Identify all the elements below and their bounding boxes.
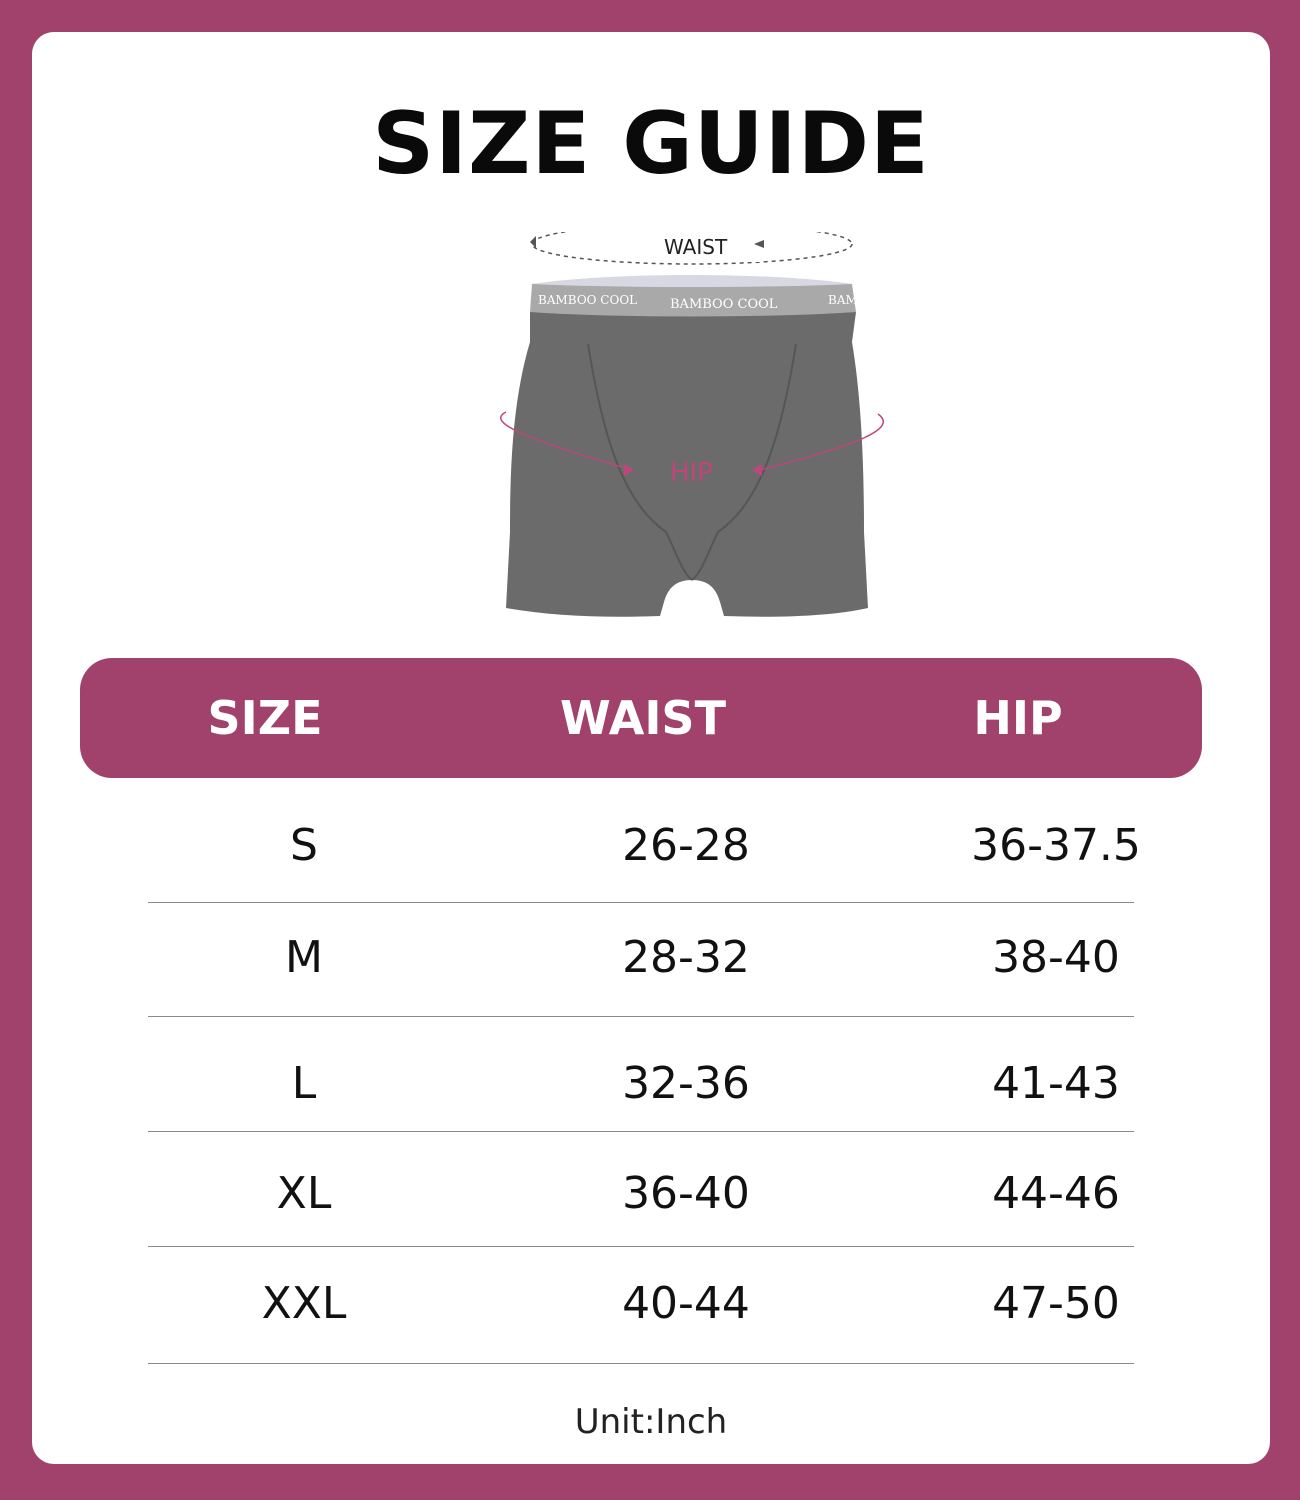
unit-note: Unit:Inch [574,1402,728,1442]
hip-cell: 47-50 [992,1278,1120,1329]
size-cell: XL [276,1168,332,1219]
waist-cell: 36-40 [622,1168,750,1219]
size-cell: XXL [261,1278,347,1329]
waist-cell: 28-32 [622,932,750,983]
hip-label: HIP [670,458,713,488]
row-divider [148,902,1134,903]
size-guide-card [32,32,1270,1464]
waistband-inner [532,275,852,287]
waist-arrow-left-icon [530,236,536,248]
boxer-brief-graphic [492,232,892,652]
brand-text-right: BAM [828,293,858,307]
waist-cell: 32-36 [622,1058,750,1109]
row-divider [148,1131,1134,1132]
row-divider [148,1246,1134,1247]
hip-cell: 36-37.5 [971,820,1141,871]
hip-cell: 41-43 [992,1058,1120,1109]
row-divider [148,1363,1134,1364]
size-cell: S [290,820,318,871]
size-cell: M [285,932,323,983]
waist-cell: 40-44 [622,1278,750,1329]
header-hip: HIP [973,691,1063,745]
table-header [80,658,1202,778]
waist-label: WAIST [664,235,728,259]
brand-text-left: BAMBOO COOL [538,293,638,307]
brand-text-center: BAMBOO COOL [670,297,778,312]
row-divider [148,1016,1134,1017]
hip-cell: 44-46 [992,1168,1120,1219]
waist-cell: 26-28 [622,820,750,871]
size-cell: L [291,1058,317,1109]
page-title: SIZE GUIDE [372,94,930,194]
header-waist: WAIST [560,691,726,745]
header-size: SIZE [207,691,323,745]
hip-cell: 38-40 [992,932,1120,983]
boxer-brief-illustration [492,232,892,652]
